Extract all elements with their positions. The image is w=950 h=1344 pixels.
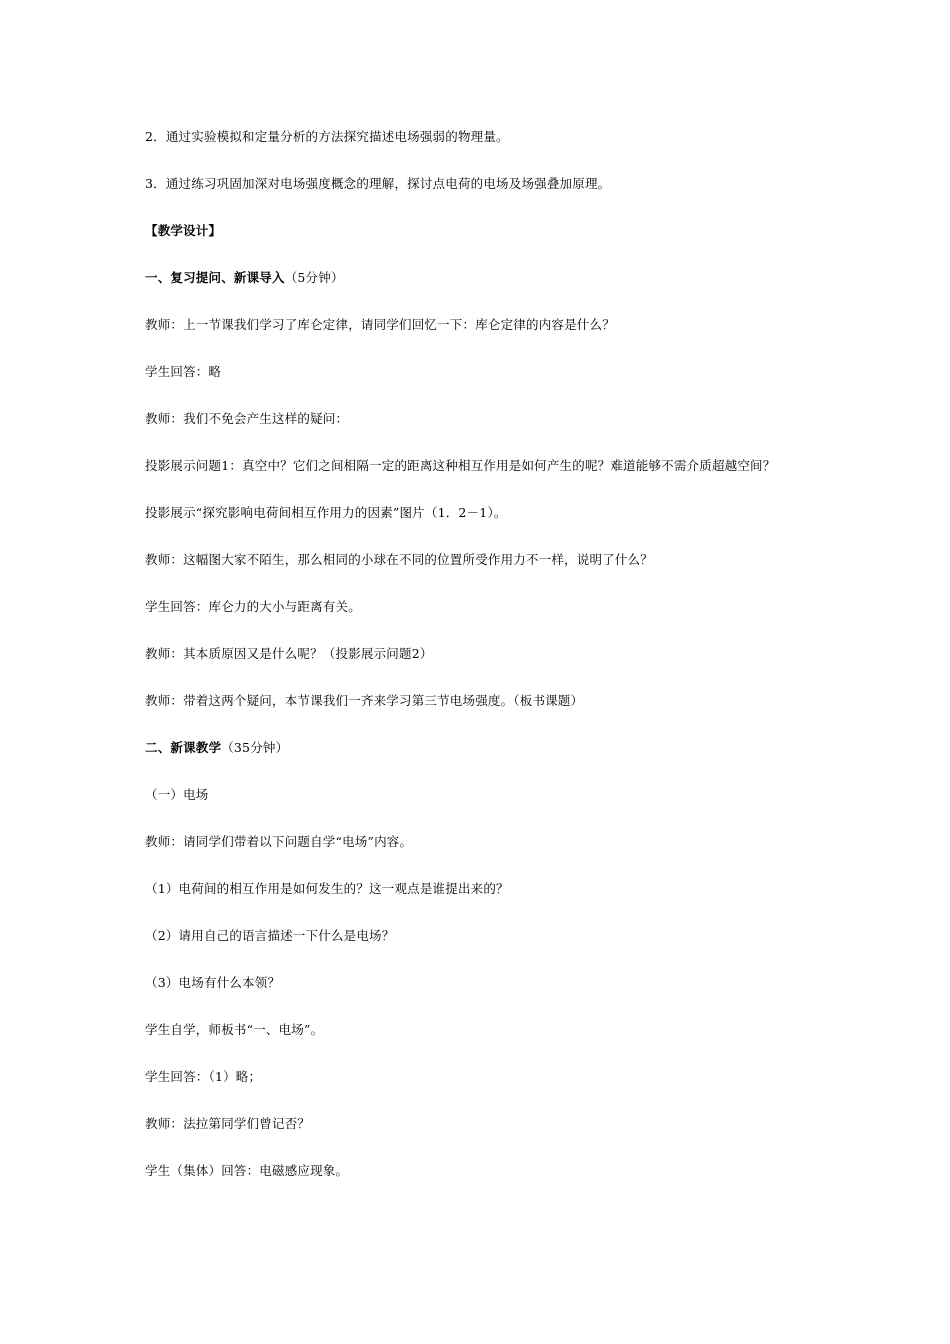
objective-2: 2．通过实验模拟和定量分析的方法探究描述电场强弱的物理量。 <box>145 129 509 144</box>
section-heading-review <box>145 270 845 286</box>
subsection-heading: （一）电场 <box>145 787 209 802</box>
section-heading-new-lesson <box>145 740 845 756</box>
paragraph: 教师：其本质原因又是什么呢？（投影展示问题2） <box>145 646 433 661</box>
heading-text: 一、复习提问、新课导入 <box>145 270 285 285</box>
paragraph: 教师：请同学们带着以下问题自学“电场”内容。 <box>145 834 413 849</box>
paragraph: 教师：带着这两个疑问，本节课我们一齐来学习第三节电场强度。（板书课题） <box>145 693 584 708</box>
paragraph: 学生自学，师板书“一、电场”。 <box>145 1022 324 1037</box>
paragraph: 教师：上一节课我们学习了库仑定律，请同学们回忆一下：库仑定律的内容是什么？ <box>145 317 615 332</box>
paragraph: 投影展示问题1：真空中？它们之间相隔一定的距离这种相互作用是如何产生的呢？难道能够不需介质超越空间？ <box>145 458 776 473</box>
paragraph: 学生回答：库仑力的大小与距离有关。 <box>145 599 361 614</box>
heading-duration: （5分钟） <box>284 270 344 285</box>
paragraph: 学生（集体）回答：电磁感应现象。 <box>145 1163 349 1178</box>
question-item: （1）电荷间的相互作用是如何发生的？这一观点是谁提出来的？ <box>145 881 509 896</box>
heading-text: 二、新课教学 <box>145 740 222 755</box>
paragraph: 教师：法拉第同学们曾记否？ <box>145 1116 311 1131</box>
paragraph: 学生回答：（1）略； <box>145 1069 262 1084</box>
paragraph: 教师：我们不免会产生这样的疑问： <box>145 411 349 426</box>
paragraph: 投影展示“探究影响电荷间相互作用力的因素”图片（1．2－1）。 <box>145 505 507 520</box>
paragraph: 教师：这幅图大家不陌生，那么相同的小球在不同的位置所受作用力不一样，说明了什么？ <box>145 552 654 567</box>
question-item: （2）请用自己的语言描述一下什么是电场？ <box>145 928 395 943</box>
paragraph: 学生回答：略 <box>145 364 222 379</box>
heading-duration: （35分钟） <box>221 740 289 755</box>
question-item: （3）电场有什么本领？ <box>145 975 281 990</box>
objective-3: 3．通过练习巩固加深对电场强度概念的理解，探讨点电荷的电场及场强叠加原理。 <box>145 176 611 191</box>
section-heading-teaching-design: 【教学设计】 <box>145 223 222 238</box>
